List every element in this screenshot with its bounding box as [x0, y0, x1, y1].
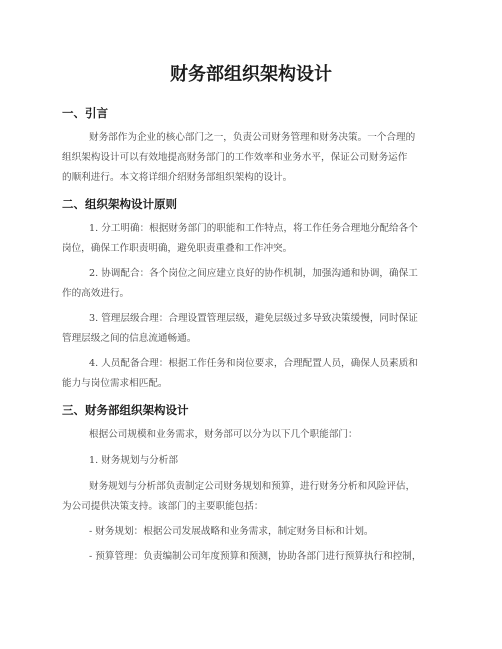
paragraph-line: 2. 协调配合：各个岗位之间应建立良好的协作机制，加强沟通和协调，确保工: [89, 268, 418, 279]
paragraph-line: 岗位，确保工作职责明确，避免职责重叠和工作冲突。: [62, 243, 293, 254]
paragraph-line: 组织架构设计可以有效地提高财务部门的工作效率和业务水平，保证公司财务运作: [62, 152, 408, 163]
section-heading-structure: 三、财务部组织架构设计: [62, 403, 189, 417]
paragraph-line: 管理层级之间的信息流通畅通。: [62, 333, 197, 344]
paragraph-line: 根据公司规模和业务需求，财务部可以分为以下几个职能部门：: [89, 429, 358, 440]
paragraph-line: 1. 分工明确：根据财务部门的职能和工作特点，将工作任务合理地分配给各个: [89, 223, 418, 234]
paragraph-line: 能力与岗位需求相匹配。: [62, 378, 168, 389]
section-heading-principles: 二、组织架构设计原则: [62, 197, 177, 211]
subsection-heading: 1. 财务规划与分析部: [89, 455, 178, 466]
paragraph-line: 为公司提供决策支持。该部门的主要职能包括：: [62, 501, 264, 512]
paragraph-line: 作的高效进行。: [62, 288, 130, 299]
list-item: - 预算管理：负责编制公司年度预算和预测，协助各部门进行预算执行和控制，: [89, 551, 422, 562]
paragraph-line: 的顺利进行。本文将详细介绍财务部组织架构的设计。: [62, 172, 293, 183]
paragraph-line: 3. 管理层级合理：合理设置管理层级，避免层级过多导致决策缓慢，同时保证: [89, 313, 418, 324]
paragraph-line: 4. 人员配备合理：根据工作任务和岗位要求，合理配置人员，确保人员素质和: [89, 358, 418, 369]
list-item: - 财务规划：根据公司发展战略和业务需求，制定财务目标和计划。: [89, 526, 374, 537]
paragraph-line: 财务规划与分析部负责制定公司财务规划和预算，进行财务分析和风险评估，: [89, 481, 416, 492]
paragraph-line: 财务部作为企业的核心部门之一，负责公司财务管理和财务决策。一个合理的: [89, 132, 416, 143]
section-heading-intro: 一、引言: [62, 106, 108, 120]
document-title: 财务部组织架构设计: [170, 64, 332, 85]
